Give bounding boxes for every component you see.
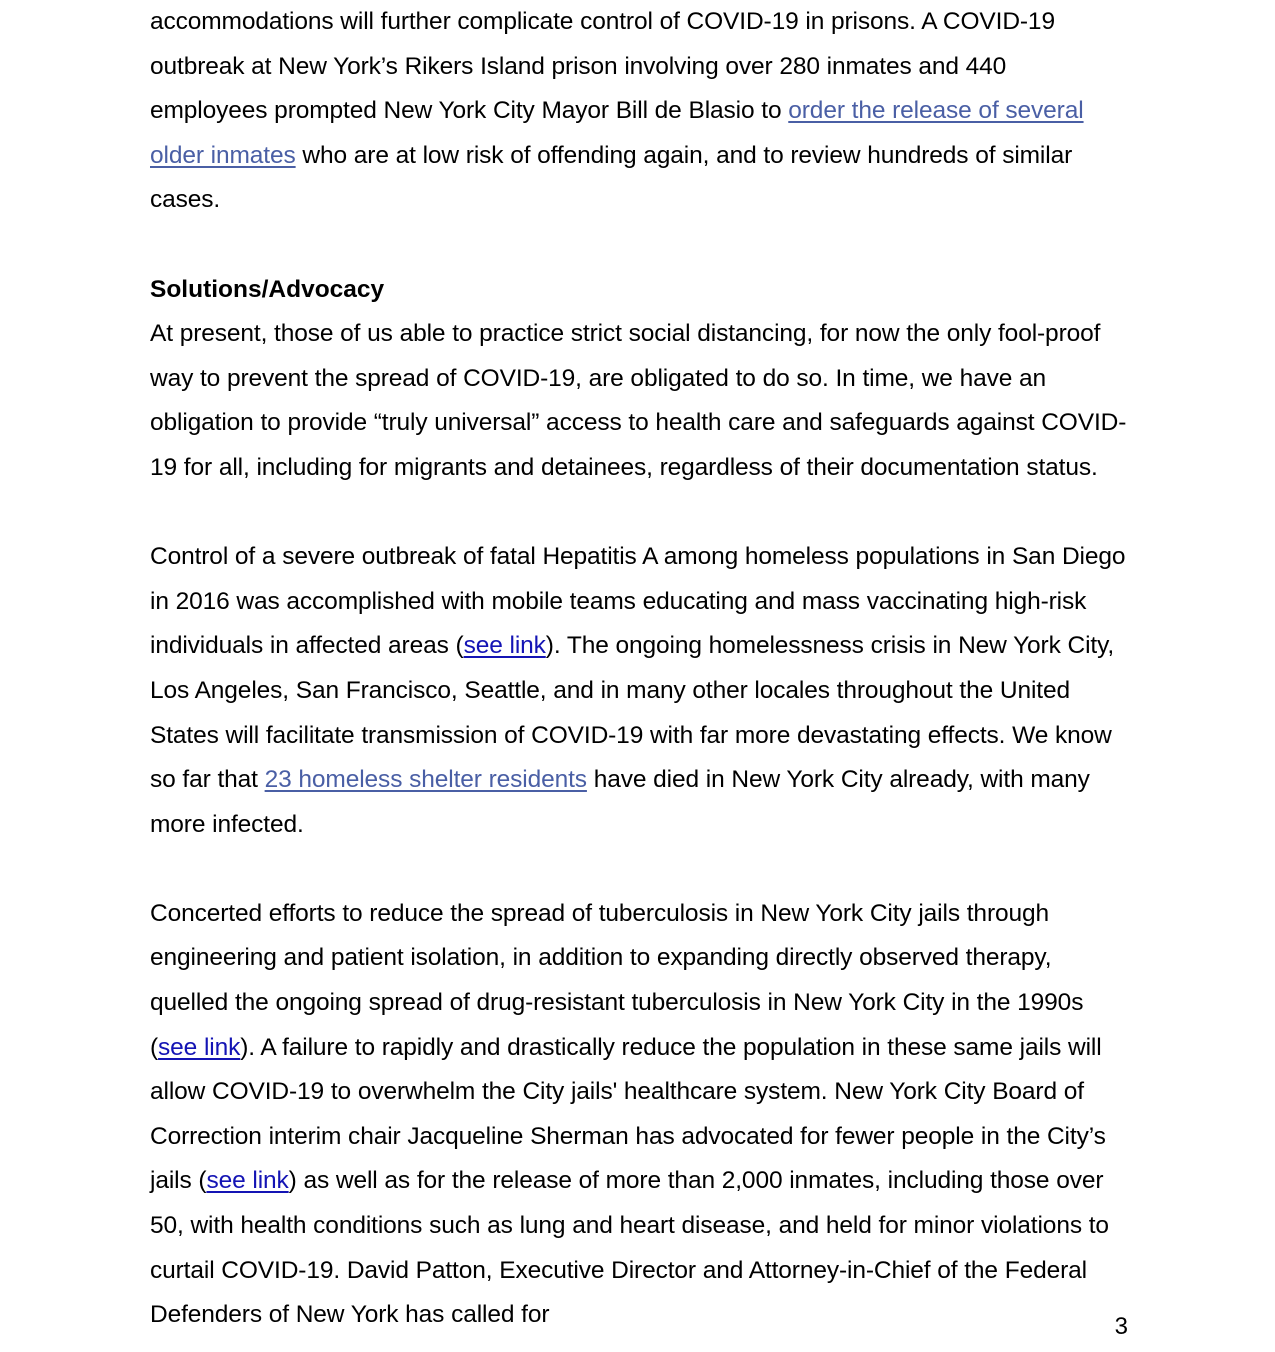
paragraph-spacer [150, 847, 1130, 892]
paragraph-spacer [150, 223, 1130, 268]
paragraph-text-segment: Concerted efforts to reduce the spread of tuberculosis in New York City jails through engineering and patient isolation, in addition to expanding directly observed therapy, quelled the ongoing spread of drug-resistant tuberculosis in New York City in the 1990s ( [150, 899, 1084, 1061]
link-order-release-older-inmates[interactable]: order the release of several older inmates [150, 97, 1084, 169]
paragraph-text-segment: have died in New York City already, with many more infected. [150, 766, 1090, 838]
paragraph-text-segment: ). The ongoing homelessness crisis in New York City, Los Angeles, San Francisco, Seattle, and in many other locales throughout the United States will facilitate transmission of COVID-19 with far more devastating effects. We know so far that [150, 632, 1115, 794]
document-body [150, 0, 1130, 1338]
paragraph-tuberculosis-jails [150, 892, 1130, 1338]
paragraph-spacer [150, 491, 1130, 536]
link-see-link-hepatitis[interactable]: see link [463, 632, 546, 660]
paragraph-text-segment: ) as well as for the release of more than 2,000 inmates, including those over 50, with health conditions such as lung and heart disease, and held for minor violations to curtail COVID-19. David Patton, Executive Director and Attorney-in-Chief of the Federal Defenders of New York has called for [150, 1167, 1109, 1329]
page-number: 3 [1114, 1313, 1128, 1340]
section-heading-solutions-advocacy: Solutions/Advocacy [150, 275, 385, 303]
paragraph-text-segment: accommodations will further complicate control of COVID-19 in prisons. A COVID-19 outbreak at New York’s Rikers Island prison involving over 280 inmates and 440 employees prompted New York City Mayor Bill de Blasio to [150, 8, 1055, 125]
paragraph-hepatitis-a-homelessness [150, 535, 1130, 847]
link-see-link-sherman[interactable]: see link [206, 1167, 289, 1195]
paragraph-text-segment: who are at low risk of offending again, and to review hundreds of similar cases. [150, 141, 1073, 214]
paragraph-social-distancing: At present, those of us able to practice strict social distancing, for now the only fool-proof way to prevent the spread of COVID-19, are obligated to do so. In time, we have an obligation to provide “truly universal” access to health care and safeguards against COVID-19 for all, including for migrants and detainees, regardless of their documentation status. [150, 320, 1127, 481]
paragraph-text-segment: Control of a severe outbreak of fatal Hepatitis A among homeless populations in San Diego in 2016 was accomplished with mobile teams educating and mass vaccinating high-risk individuals in affected areas ( [150, 543, 1126, 660]
paragraph-text-segment: ). A failure to rapidly and drastically reduce the population in these same jails will allow COVID-19 to overwhelm the City jails' healthcare system. New York City Board of Correction interim chair Jacqueline Sherman has advocated for fewer people in the City’s jails ( [150, 1033, 1106, 1195]
link-see-link-tuberculosis[interactable]: see link [158, 1033, 241, 1061]
paragraph-rikers-island [150, 0, 1130, 223]
link-23-homeless-shelter-residents[interactable]: 23 homeless shelter residents [264, 766, 587, 794]
